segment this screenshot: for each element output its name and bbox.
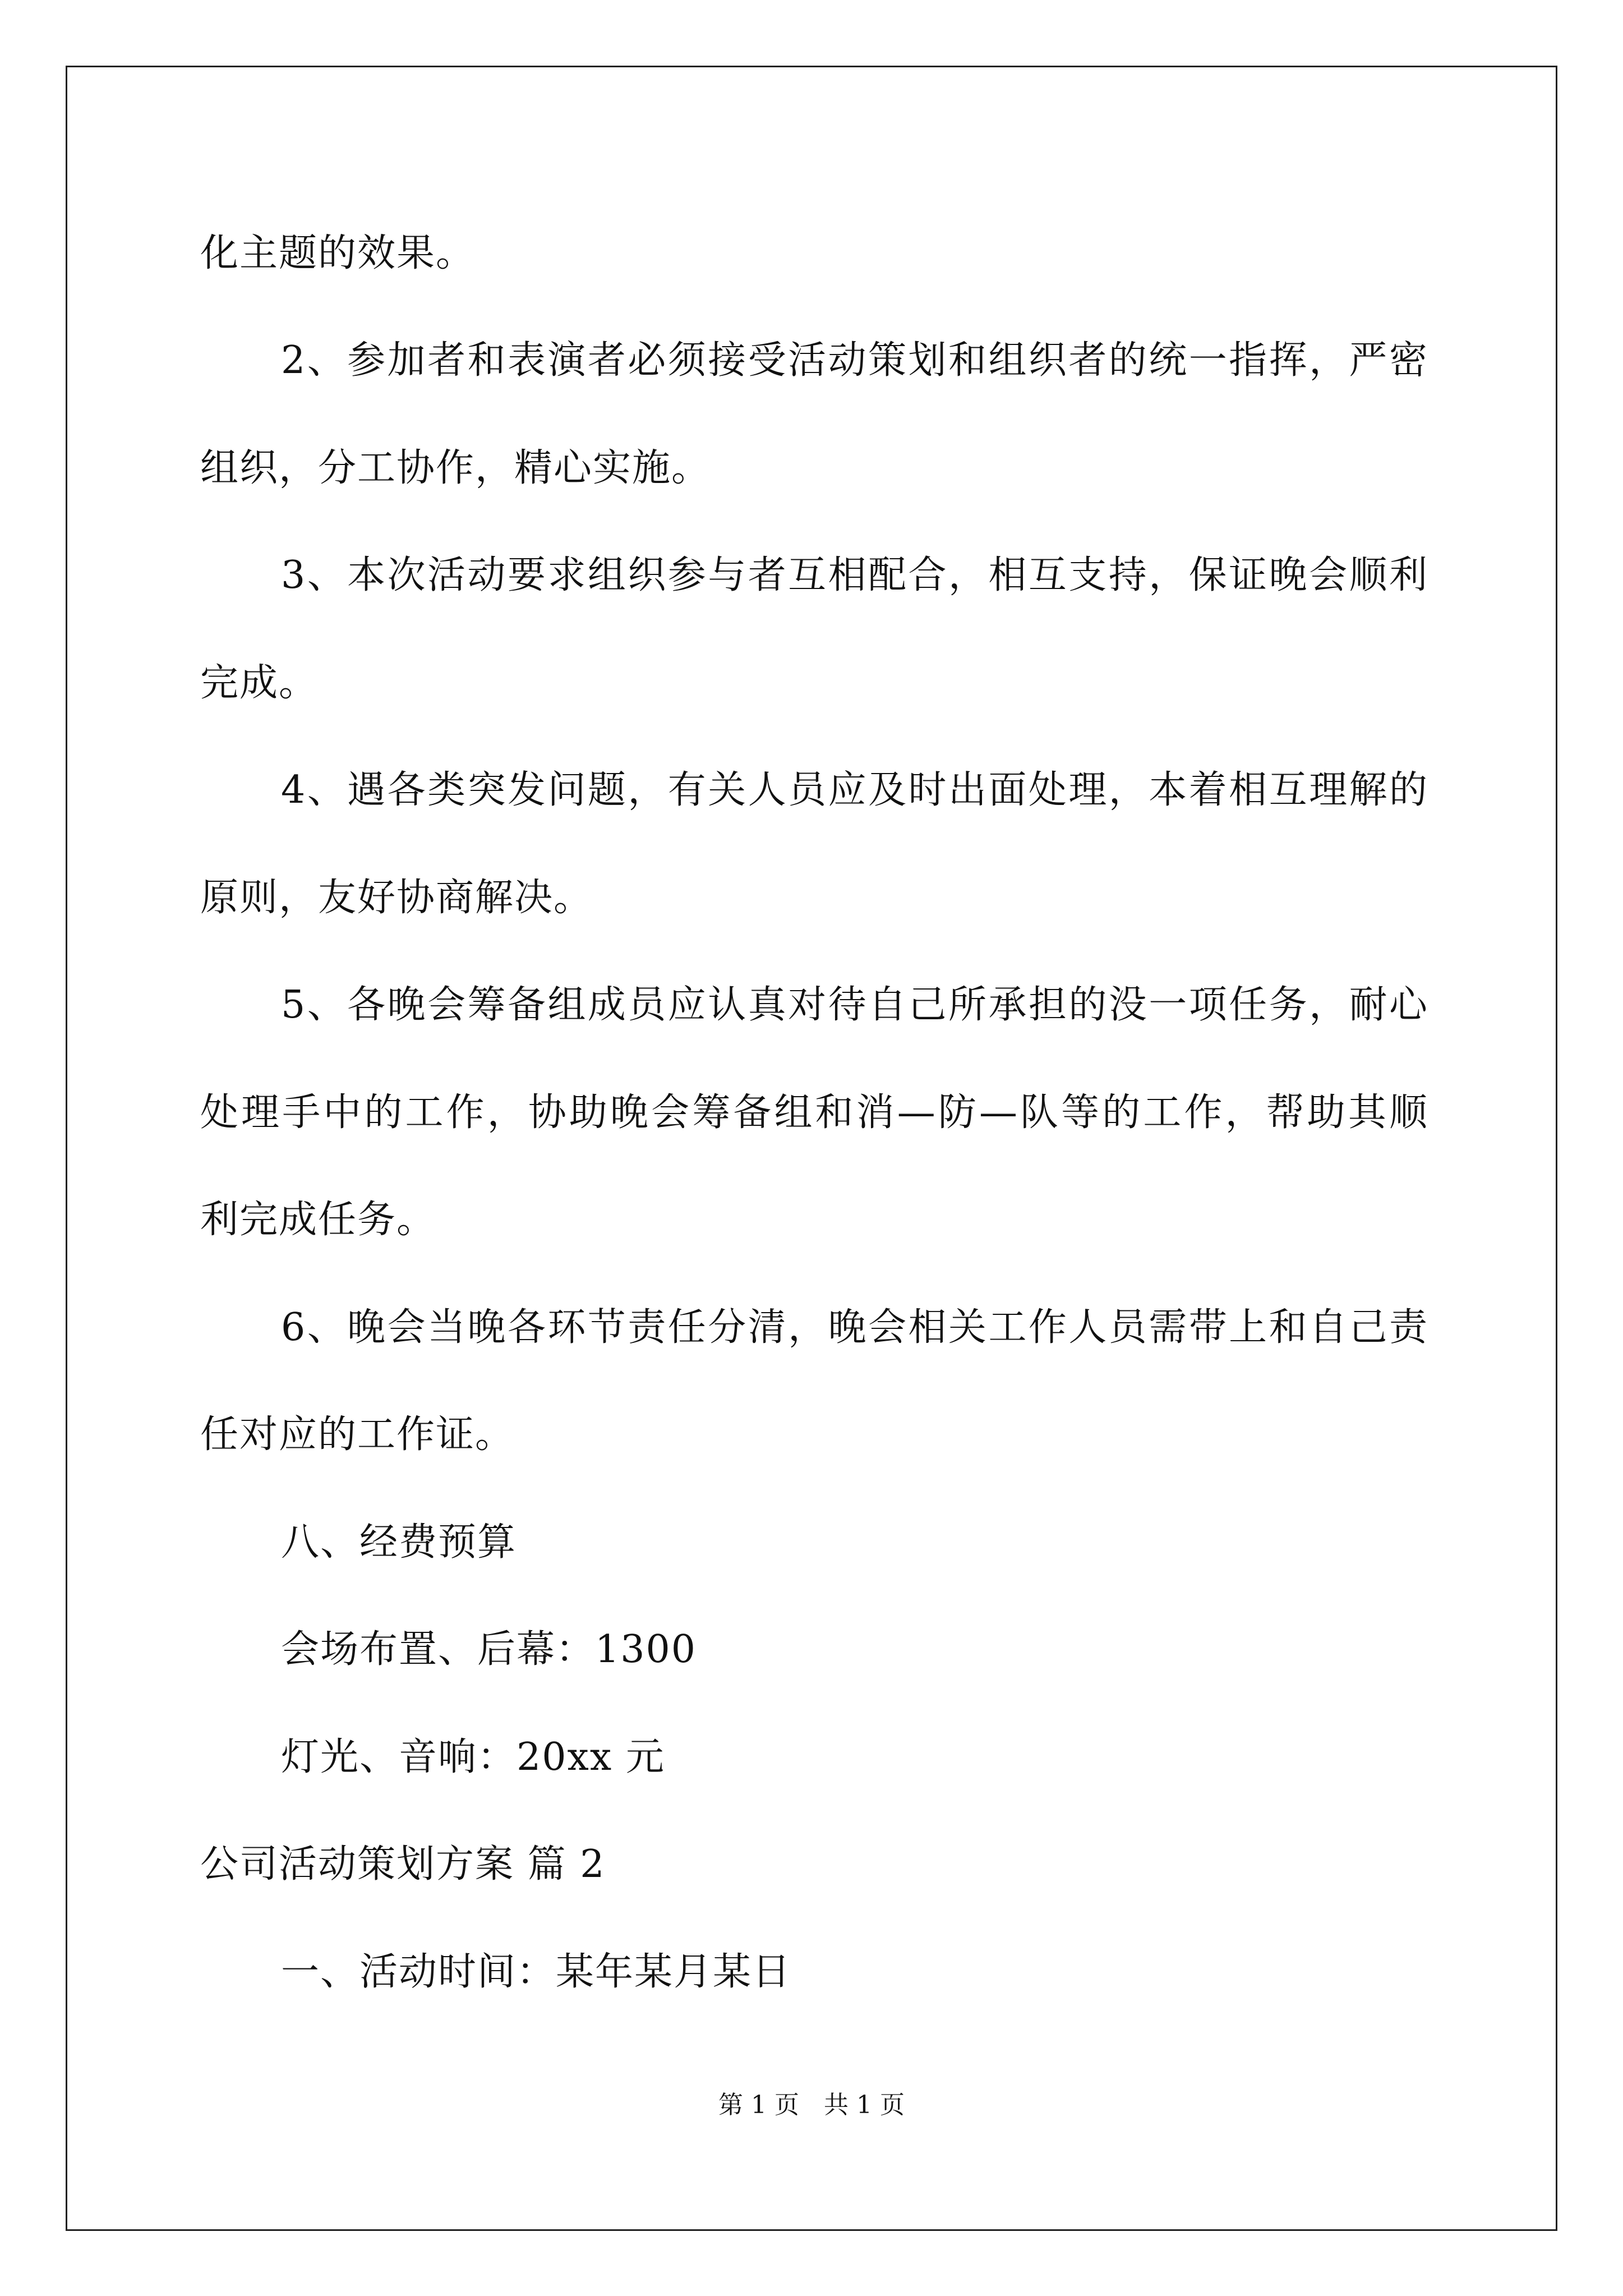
paragraph-2-line-1: 2、参加者和表演者必须接受活动策划和组织者的统一指挥，严密: [281, 338, 1428, 383]
page-number-footer: 第 1 页 共 1 页: [718, 2091, 905, 2119]
budget-item-lighting: 灯光、音响：20xx 元: [281, 1735, 665, 1779]
paragraph-6-line-2: 任对应的工作证。: [200, 1412, 515, 1457]
paragraph-3-line-2: 完成。: [200, 661, 319, 705]
text-line: 化主题的效果。: [200, 231, 476, 275]
plan-title: 公司活动策划方案 篇 2: [200, 1842, 606, 1887]
section-heading-budget: 八、经费预算: [281, 1520, 517, 1565]
paragraph-3-line-1: 3、本次活动要求组织参与者互相配合，相互支持，保证晚会顺利: [281, 553, 1428, 597]
paragraph-4-line-2: 原则，友好协商解决。: [200, 876, 593, 920]
paragraph-2-line-2: 组织，分工协作，精心实施。: [200, 446, 711, 490]
paragraph-6-line-1: 6、晚会当晚各环节责任分清，晚会相关工作人员需带上和自己责: [281, 1305, 1428, 1350]
budget-item-venue: 会场布置、后幕：1300: [281, 1627, 697, 1672]
paragraph-5-line-2: 处理手中的工作，协助晚会筹备组和消—防—队等的工作，帮助其顺: [200, 1091, 1428, 1135]
paragraph-5-line-1: 5、各晚会筹备组成员应认真对待自己所承担的没一项任务，耐心: [281, 983, 1428, 1027]
page-frame: [66, 66, 1557, 2231]
paragraph-4-line-1: 4、遇各类突发问题，有关人员应及时出面处理，本着相互理解的: [281, 768, 1428, 812]
activity-time: 一、活动时间：某年某月某日: [281, 1950, 792, 1994]
paragraph-5-line-3: 利完成任务。: [200, 1198, 436, 1242]
